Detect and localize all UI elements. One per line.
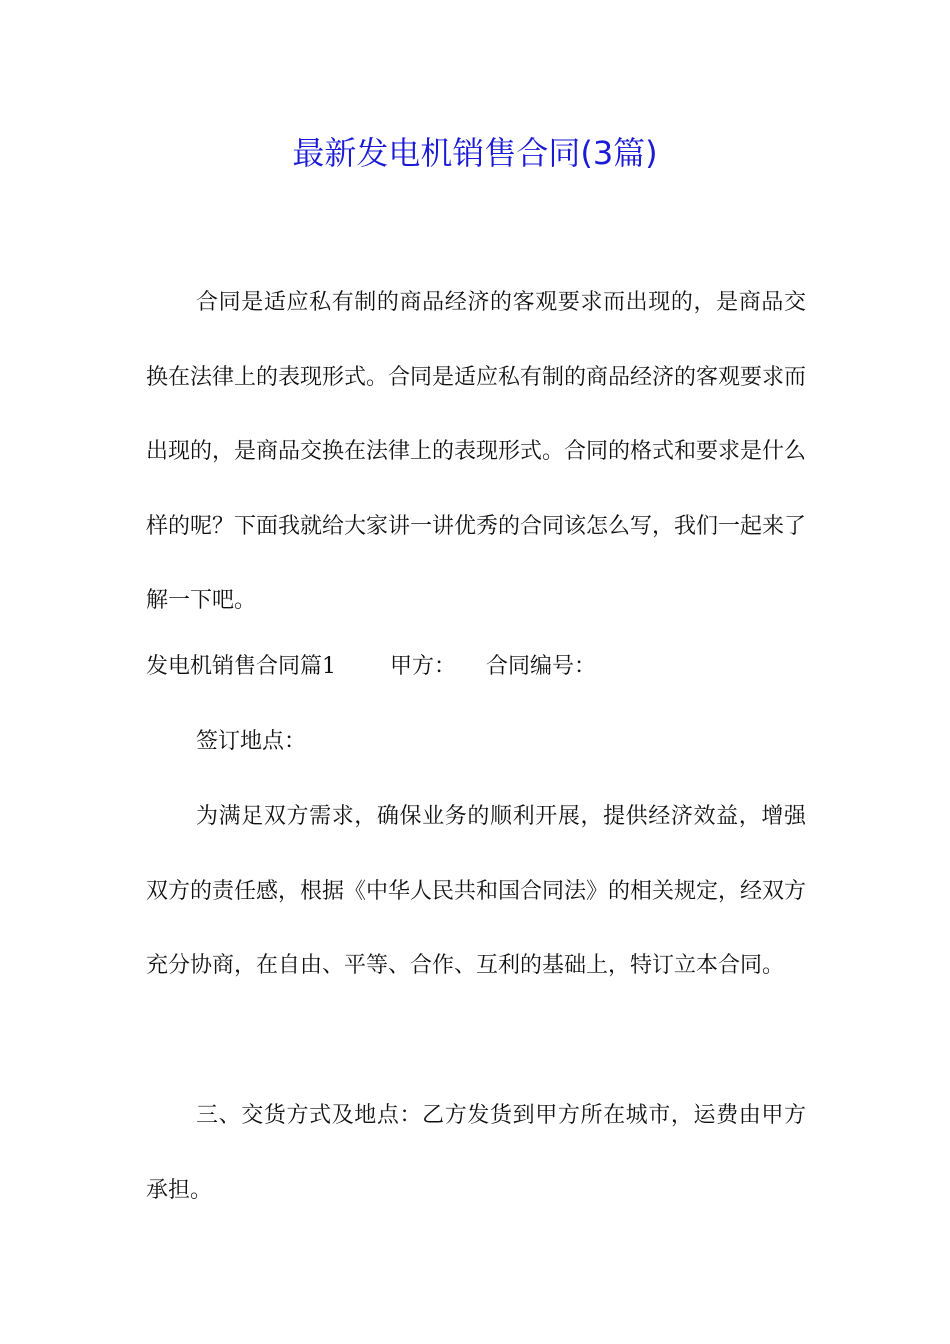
intro-paragraph: 合同是适应私有制的商品经济的客观要求而出现的，是商品交换在法律上的表现形式。合同是适应私有制的商品经济的客观要求而出现的，是商品交换在法律上的表现形式。合同的格式和要求是什么样的呢？下面我就给大家讲一讲优秀的合同该怎么写，我们一起来了解一下吧。 [146, 290, 807, 613]
delivery-paragraph: 三、交货方式及地点：乙方发货到甲方所在城市，运费由甲方承担。 [146, 1103, 806, 1203]
section-heading-line [146, 630, 806, 705]
party-a-label: 甲方： [390, 654, 457, 679]
document-title: 最新发电机销售合同(3篇) [292, 134, 658, 172]
section-heading: 发电机销售合同篇1 [146, 654, 336, 679]
signing-place-label: 签订地点： [196, 729, 307, 754]
contract-number-label: 合同编号： [486, 654, 597, 679]
purpose-paragraph: 为满足双方需求，确保业务的顺利开展，提供经济效益，增强双方的责任感，根据《中华人民共和国合同法》的相关规定，经双方充分协商，在自由、平等、合作、互利的基础上，特订立本合同。 [146, 804, 807, 978]
